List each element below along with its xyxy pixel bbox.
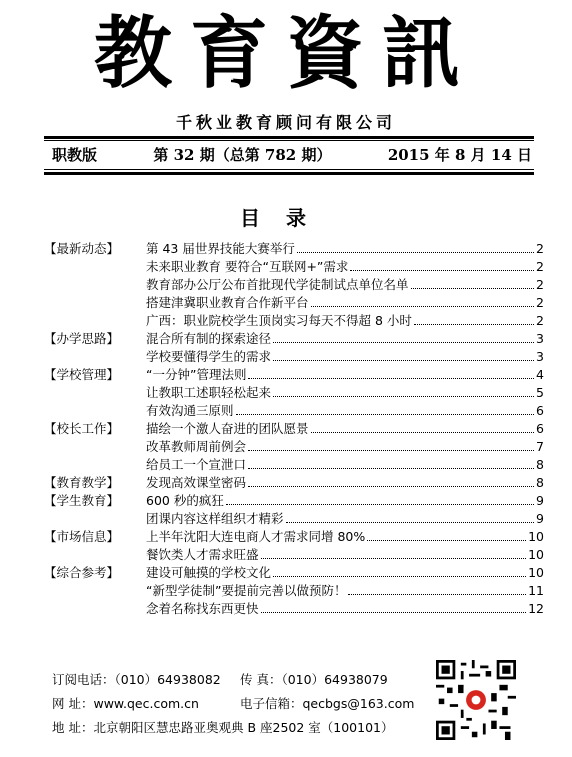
qr-code-icon: [436, 660, 516, 740]
toc-row: [44, 330, 544, 348]
toc-leader-dots: [273, 348, 534, 361]
company-name: 千秋业教育顾问有限公司: [175, 113, 396, 132]
toc-leader-dots: [286, 510, 535, 523]
table-of-contents: [44, 240, 544, 618]
toc-page-number: 4: [536, 367, 544, 382]
toc-leader-dots: [411, 276, 535, 289]
toc-row: [44, 348, 544, 366]
toc-entry[interactable]: [146, 402, 544, 420]
toc-entry[interactable]: [146, 564, 544, 582]
toc-page-number: 2: [536, 295, 544, 310]
address: 地 址：北京朝阳区慧忠路亚奥观典 B 座2502 室（100101）: [52, 720, 394, 735]
toc-row: [44, 402, 544, 420]
edition-date: 2015 年 8 月 14 日: [387, 146, 532, 164]
toc-leader-dots: [297, 240, 534, 253]
toc-entry-title: 团课内容这样组织才精彩: [146, 511, 284, 526]
toc-leader-dots: [273, 384, 534, 397]
toc-entry[interactable]: [146, 456, 544, 474]
toc-leader-dots: [414, 312, 534, 325]
toc-entry[interactable]: [146, 240, 544, 258]
toc-row: [44, 240, 544, 258]
toc-entry[interactable]: [146, 600, 544, 618]
toc-entry[interactable]: [146, 528, 544, 546]
toc-category: 【学校管理】: [44, 367, 120, 382]
toc-category: 【综合参考】: [44, 565, 120, 580]
toc-entry[interactable]: [146, 366, 544, 384]
toc-page-number: 3: [536, 331, 544, 346]
toc-page-number: 2: [536, 241, 544, 256]
toc-page-number: 2: [536, 313, 544, 328]
toc-entry-title: 600 秒的疯狂: [146, 493, 224, 508]
toc-entry[interactable]: [146, 330, 544, 348]
toc-entry-title: 搭建津冀职业教育合作新平台: [146, 295, 309, 310]
toc-row: [44, 420, 544, 438]
toc-entry-title: 有效沟通三原则: [146, 403, 234, 418]
toc-page-number: 11: [528, 583, 544, 598]
toc-leader-dots: [311, 294, 535, 307]
edition-line: [52, 144, 532, 166]
toc-entry[interactable]: [146, 348, 544, 366]
toc-page-number: 9: [536, 511, 544, 526]
toc-leader-dots: [348, 582, 526, 595]
toc-entry[interactable]: [146, 294, 544, 312]
toc-row: [44, 546, 544, 564]
masthead-title: 教育資訊: [93, 8, 478, 99]
toc-entry-title: 念着名称找东西更快: [146, 601, 259, 616]
toc-entry-title: 餐饮类人才需求旺盛: [146, 547, 259, 562]
toc-entry-title: 第 43 届世界技能大赛举行: [146, 241, 295, 256]
toc-row: [44, 600, 544, 618]
toc-entry[interactable]: [146, 438, 544, 456]
toc-page-number: 12: [528, 601, 544, 616]
toc-leader-dots: [367, 528, 526, 541]
toc-entry[interactable]: [146, 312, 544, 330]
toc-entry[interactable]: [146, 492, 544, 510]
toc-entry-title: 教育部办公厅公布首批现代学徒制试点单位名单: [146, 277, 409, 292]
toc-entry-title: 建设可触摸的学校文化: [146, 565, 272, 580]
edition-issue: 第 32 期（总第 782 期）: [153, 146, 332, 164]
toc-category: 【教育教学】: [44, 475, 120, 490]
fax-number: 传 真：（010）64938079: [240, 672, 388, 687]
toc-entry[interactable]: [146, 258, 544, 276]
footer-row-address: [52, 716, 432, 740]
toc-leader-dots: [236, 402, 535, 415]
footer-row-web: [52, 692, 432, 716]
toc-entry-title: 发现高效课堂密码: [146, 475, 247, 490]
toc-leader-dots: [248, 456, 534, 469]
toc-row: [44, 582, 544, 600]
toc-page-number: 2: [536, 277, 544, 292]
toc-row: [44, 312, 544, 330]
toc-page-number: 3: [536, 349, 544, 364]
toc-row: [44, 258, 544, 276]
toc-row: [44, 438, 544, 456]
top-rule-thin: [44, 140, 534, 141]
toc-leader-dots: [273, 564, 526, 577]
toc-leader-dots: [248, 474, 534, 487]
toc-row: [44, 456, 544, 474]
toc-leader-dots: [248, 438, 534, 451]
toc-leader-dots: [248, 366, 534, 379]
toc-row: [44, 492, 544, 510]
toc-page-number: 10: [528, 565, 544, 580]
toc-entry-title: “一分钟”管理法则: [146, 367, 247, 382]
toc-title: 目录: [240, 206, 332, 230]
toc-entry[interactable]: [146, 420, 544, 438]
toc-entry[interactable]: [146, 546, 544, 564]
toc-row: [44, 510, 544, 528]
toc-page-number: 8: [536, 457, 544, 472]
toc-page-number: 10: [528, 547, 544, 562]
toc-page-number: 5: [536, 385, 544, 400]
toc-entry-title: 混合所有制的探索途径: [146, 331, 272, 346]
toc-row: [44, 528, 544, 546]
toc-row: [44, 276, 544, 294]
toc-category: 【校长工作】: [44, 421, 120, 436]
toc-entry-title: 上半年沈阳大连电商人才需求同增 80%: [146, 529, 366, 544]
toc-category: 【市场信息】: [44, 529, 120, 544]
edition-version: 职教版: [52, 146, 98, 164]
toc-entry[interactable]: [146, 276, 544, 294]
toc-entry-title: 给员工一个宣泄口: [146, 457, 247, 472]
toc-row: [44, 564, 544, 582]
toc-row: [44, 474, 544, 492]
toc-entry[interactable]: [146, 384, 544, 402]
toc-category: 【学生教育】: [44, 493, 120, 508]
toc-page-number: 7: [536, 439, 544, 454]
toc-entry-title: 让教职工述职轻松起来: [146, 385, 272, 400]
toc-page-number: 2: [536, 259, 544, 274]
footer-row-phone: [52, 668, 432, 692]
toc-leader-dots: [273, 330, 534, 343]
toc-leader-dots: [226, 492, 534, 505]
subscribe-phone: 订阅电话：（010）64938082: [52, 672, 221, 687]
toc-entry[interactable]: [146, 582, 544, 600]
toc-page-number: 10: [528, 529, 544, 544]
contact-footer: [52, 668, 432, 740]
toc-leader-dots: [350, 258, 534, 271]
top-rule: [44, 136, 534, 139]
toc-entry-title: 广西：职业院校学生顶岗实习每天不得超 8 小时: [146, 313, 412, 328]
bottom-rule: [44, 172, 534, 175]
bottom-rule-thin: [44, 169, 534, 170]
toc-entry-title: 未来职业教育 要符合“互联网+”需求: [146, 259, 349, 274]
toc-leader-dots: [311, 420, 535, 433]
toc-entry-title: 改革教师周前例会: [146, 439, 247, 454]
toc-entry-title: “新型学徒制”要提前完善以做预防！: [146, 583, 347, 598]
toc-row: [44, 294, 544, 312]
toc-entry[interactable]: [146, 474, 544, 492]
toc-entry-title: 学校要懂得学生的需求: [146, 349, 272, 364]
toc-category: 【最新动态】: [44, 241, 120, 256]
toc-page-number: 9: [536, 493, 544, 508]
toc-leader-dots: [261, 600, 527, 613]
toc-page-number: 6: [536, 403, 544, 418]
toc-page-number: 6: [536, 421, 544, 436]
toc-category: 【办学思路】: [44, 331, 120, 346]
toc-entry-title: 描绘一个激人奋进的团队愿景: [146, 421, 309, 436]
toc-row: [44, 384, 544, 402]
toc-entry[interactable]: [146, 510, 544, 528]
toc-row: [44, 366, 544, 384]
toc-leader-dots: [261, 546, 527, 559]
toc-page-number: 8: [536, 475, 544, 490]
email[interactable]: 电子信箱：qecbgs@163.com: [240, 696, 415, 711]
website[interactable]: 网 址：www.qec.com.cn: [52, 696, 199, 711]
